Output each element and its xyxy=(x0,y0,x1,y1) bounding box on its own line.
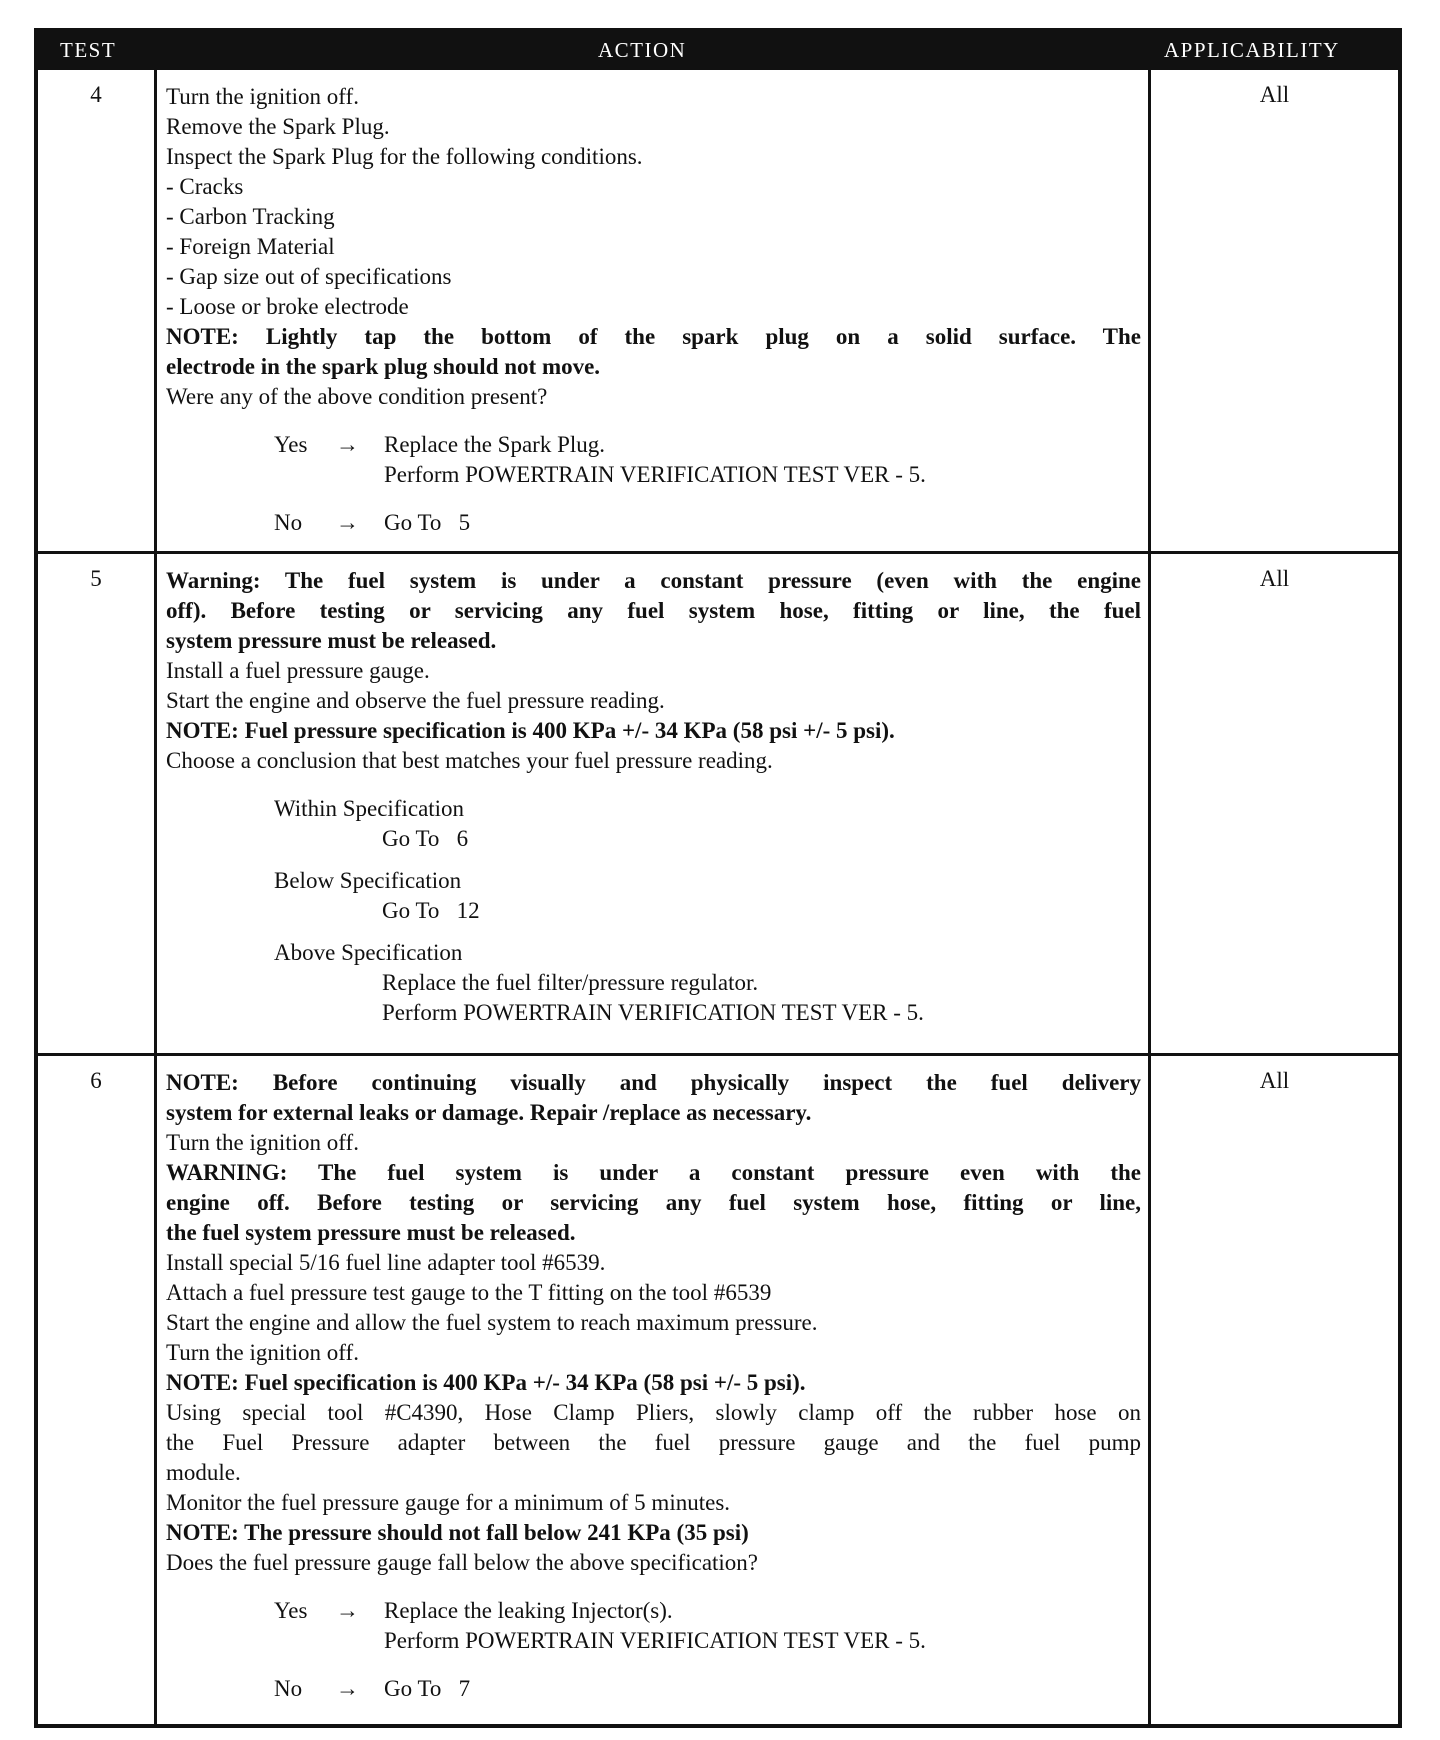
action-line: Start the engine and allow the fuel system to reach maximum pressure. xyxy=(166,1310,818,1335)
action-line: Turn the ignition off. xyxy=(166,1340,359,1365)
no-option xyxy=(166,1674,1141,1704)
applicability: All xyxy=(1259,82,1290,107)
note-text: NOTE: Lightly tap the bottom of the spark plug on a solid surface. The xyxy=(166,324,1141,349)
condition-item: - Carbon Tracking xyxy=(166,204,335,229)
warning-text: system pressure must be released. xyxy=(166,628,497,653)
action-cell xyxy=(166,1068,1141,1704)
choice-result: Perform POWERTRAIN VERIFICATION TEST VER - 5. xyxy=(382,1000,924,1025)
condition-item: - Foreign Material xyxy=(166,234,335,259)
test-number: 6 xyxy=(90,1068,102,1093)
action-line: Install a fuel pressure gauge. xyxy=(166,658,430,683)
action-line: the Fuel Pressure adapter between the fuel pressure gauge and the fuel pump xyxy=(166,1430,1141,1455)
yes-result: Replace the Spark Plug. xyxy=(384,432,606,457)
note-text: system for external leaks or damage. Repair /replace as necessary. xyxy=(166,1100,812,1125)
yes-option xyxy=(166,430,1141,460)
yes-result-continued: Perform POWERTRAIN VERIFICATION TEST VER - 5. xyxy=(384,1628,926,1653)
row-divider xyxy=(38,1053,1398,1056)
action-line: Using special tool #C4390, Hose Clamp Pliers, slowly clamp off the rubber hose on xyxy=(166,1400,1141,1425)
no-label: No xyxy=(274,510,303,535)
test-number: 4 xyxy=(90,82,102,107)
no-result: Go To 5 xyxy=(384,510,471,535)
applicability: All xyxy=(1259,1068,1290,1093)
condition-item: - Cracks xyxy=(166,174,244,199)
yes-label: Yes xyxy=(274,1598,308,1623)
no-label: No xyxy=(274,1676,303,1701)
header-test: TEST xyxy=(60,38,117,62)
arrow-right-icon: → xyxy=(336,1676,359,1701)
action-line: Install special 5/16 fuel line adapter tool #6539. xyxy=(166,1250,606,1275)
note-text: electrode in the spark plug should not move. xyxy=(166,354,601,379)
note-text: NOTE: Before continuing visually and physically inspect the fuel delivery xyxy=(166,1070,1141,1095)
arrow-right-icon: → xyxy=(336,510,359,535)
test-number: 5 xyxy=(90,566,102,591)
yes-result: Replace the leaking Injector(s). xyxy=(384,1598,673,1623)
condition-item: - Loose or broke electrode xyxy=(166,294,409,319)
warning-text: the fuel system pressure must be released. xyxy=(166,1220,576,1245)
table-header xyxy=(38,32,1398,70)
arrow-right-icon: → xyxy=(336,1598,359,1623)
condition-item: - Gap size out of specifications xyxy=(166,264,452,289)
applicability: All xyxy=(1259,566,1290,591)
action-cell xyxy=(166,566,1141,1028)
action-line: Remove the Spark Plug. xyxy=(166,114,390,139)
choice-result: Go To 6 xyxy=(382,826,469,851)
arrow-right-icon: → xyxy=(336,432,359,457)
yes-label: Yes xyxy=(274,432,308,457)
row-divider xyxy=(38,551,1398,554)
choice-label: Above Specification xyxy=(274,940,463,965)
choice-result: Go To 12 xyxy=(382,898,480,923)
action-line: Turn the ignition off. xyxy=(166,1130,359,1155)
action-line: module. xyxy=(166,1460,241,1485)
choice-label: Below Specification xyxy=(274,868,462,893)
no-option xyxy=(166,508,1141,538)
note-text: NOTE: Fuel specification is 400 KPa +/- 34 KPa (58 psi +/- 5 psi). xyxy=(166,1370,806,1395)
action-line: Monitor the fuel pressure gauge for a minimum of 5 minutes. xyxy=(166,1490,731,1515)
question-text: Were any of the above condition present? xyxy=(166,384,548,409)
warning-text: engine off. Before testing or servicing any fuel system hose, fitting or line, xyxy=(166,1190,1141,1215)
warning-text: Warning: The fuel system is under a constant pressure (even with the engine xyxy=(166,568,1141,593)
header-action: ACTION xyxy=(598,38,687,62)
warning-text: off). Before testing or servicing any fuel system hose, fitting or line, the fuel xyxy=(166,598,1141,623)
question-text: Does the fuel pressure gauge fall below the above specification? xyxy=(166,1550,759,1575)
column-divider xyxy=(1148,70,1151,1724)
yes-option xyxy=(166,1596,1141,1626)
choice-result: Replace the fuel filter/pressure regulator. xyxy=(382,970,759,995)
action-line: Attach a fuel pressure test gauge to the T fitting on the tool #6539 xyxy=(166,1280,772,1305)
action-line: Start the engine and observe the fuel pressure reading. xyxy=(166,688,665,713)
note-text: NOTE: The pressure should not fall below 241 KPa (35 psi) xyxy=(166,1520,749,1545)
choice-label: Within Specification xyxy=(274,796,465,821)
action-cell xyxy=(166,82,1141,538)
warning-text: WARNING: The fuel system is under a constant pressure even with the xyxy=(166,1160,1141,1185)
no-result: Go To 7 xyxy=(384,1676,471,1701)
yes-result-continued: Perform POWERTRAIN VERIFICATION TEST VER - 5. xyxy=(384,462,926,487)
action-line: Inspect the Spark Plug for the following conditions. xyxy=(166,144,643,169)
note-text: NOTE: Fuel pressure specification is 400 KPa +/- 34 KPa (58 psi +/- 5 psi). xyxy=(166,718,895,743)
action-line: Turn the ignition off. xyxy=(166,84,359,109)
diagnostic-test-table xyxy=(34,28,1402,1728)
header-applicability: APPLICABILITY xyxy=(1164,38,1340,62)
question-text: Choose a conclusion that best matches your fuel pressure reading. xyxy=(166,748,773,773)
column-divider xyxy=(154,70,157,1724)
